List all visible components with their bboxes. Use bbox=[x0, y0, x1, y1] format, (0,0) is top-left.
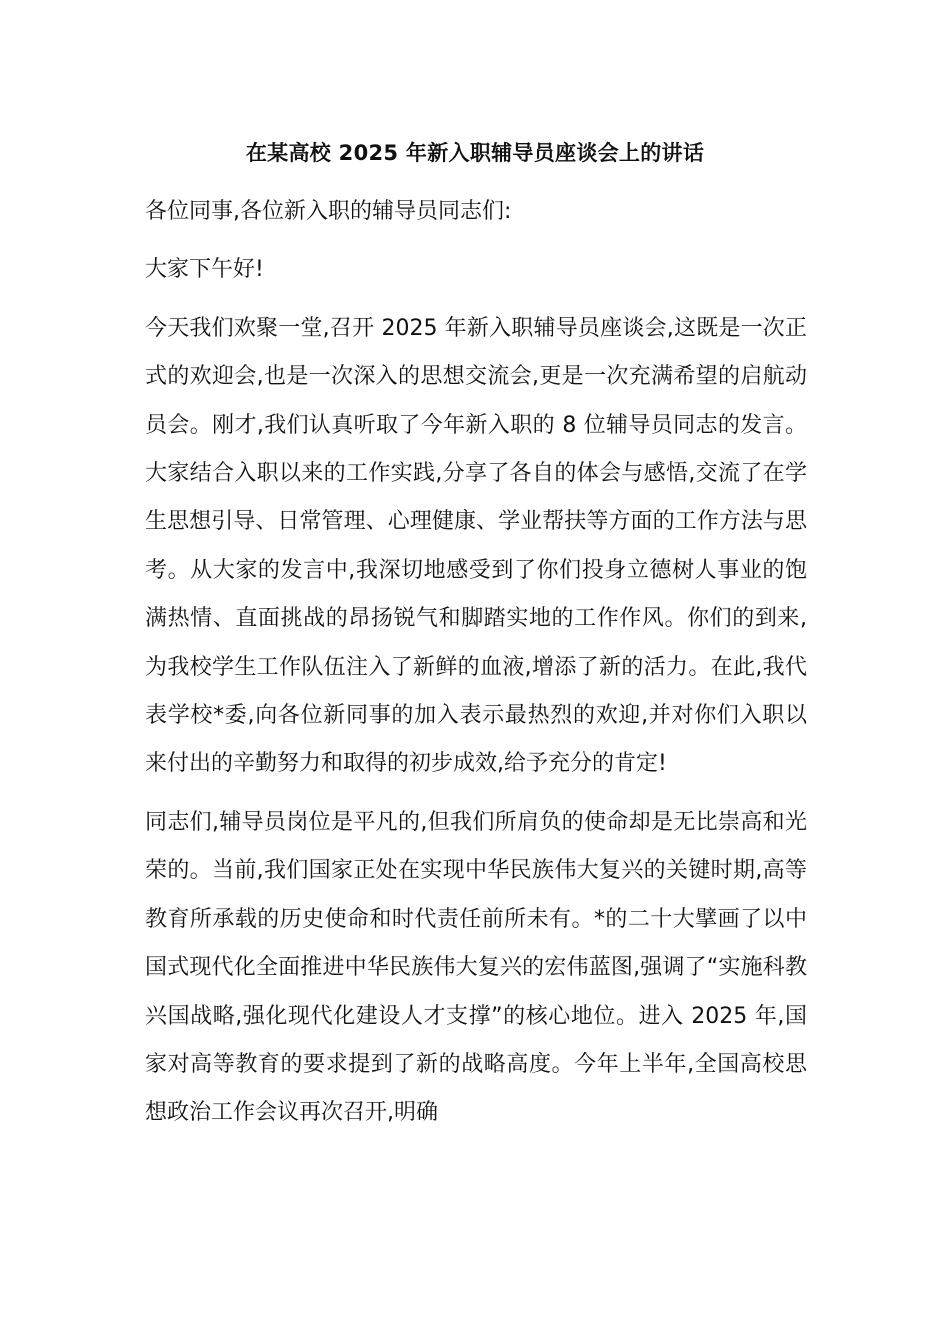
body-paragraph: 同志们,辅导员岗位是平凡的,但我们所肩负的使命却是无比崇高和光荣的。当前,我们国家正处在实现中华民族伟大复兴的关键时期,高等教育所承载的历史使命和时代责任前所未有。*的二十大擘画了以中国式现代化全面推进中华民族伟大复兴的宏伟蓝图,强调了“实施科教兴国战略,强化现代化建设人才支撑”的核心地位。进入 2025 年,国家对高等教育的要求提到了新的战略高度。今年上半年,全国高校思想政治工作会议再次召开,明确 bbox=[145, 809, 807, 1126]
salutation-paragraph: 各位同事,各位新入职的辅导员同志们: bbox=[145, 199, 512, 224]
greeting-paragraph: 大家下午好! bbox=[145, 257, 264, 283]
body-paragraph: 今天我们欢聚一堂,召开 2025 年新入职辅导员座谈会,这既是一次正式的欢迎会,也是一次深入的思想交流会,更是一次充满希望的启航动员会。刚才,我们认真听取了今年新入职的 8 位辅导员同志的发言。大家结合入职以来的工作实践,分享了各自的体会与感悟,交流了在学生思想引导、日常管理、心理健康、学业帮扶等方面的工作方法与思考。从大家的发言中,我深切地感受到了你们投身立德树人事业的饱满热情、直面挑战的昂扬锐气和脚踏实地的工作作风。你们的到来,为我校学生工作队伍注入了新鲜的血液,增添了新的活力。在此,我代表学校*委,向各位新同事的加入表示最热烈的欢迎,并对你们入职以来付出的辛勤努力和取得的初步成效,给予充分的肯定! bbox=[145, 315, 807, 777]
document-body bbox=[145, 188, 807, 1138]
document-title: 在某高校 2025 年新入职辅导员座谈会上的讲话 bbox=[245, 141, 705, 165]
